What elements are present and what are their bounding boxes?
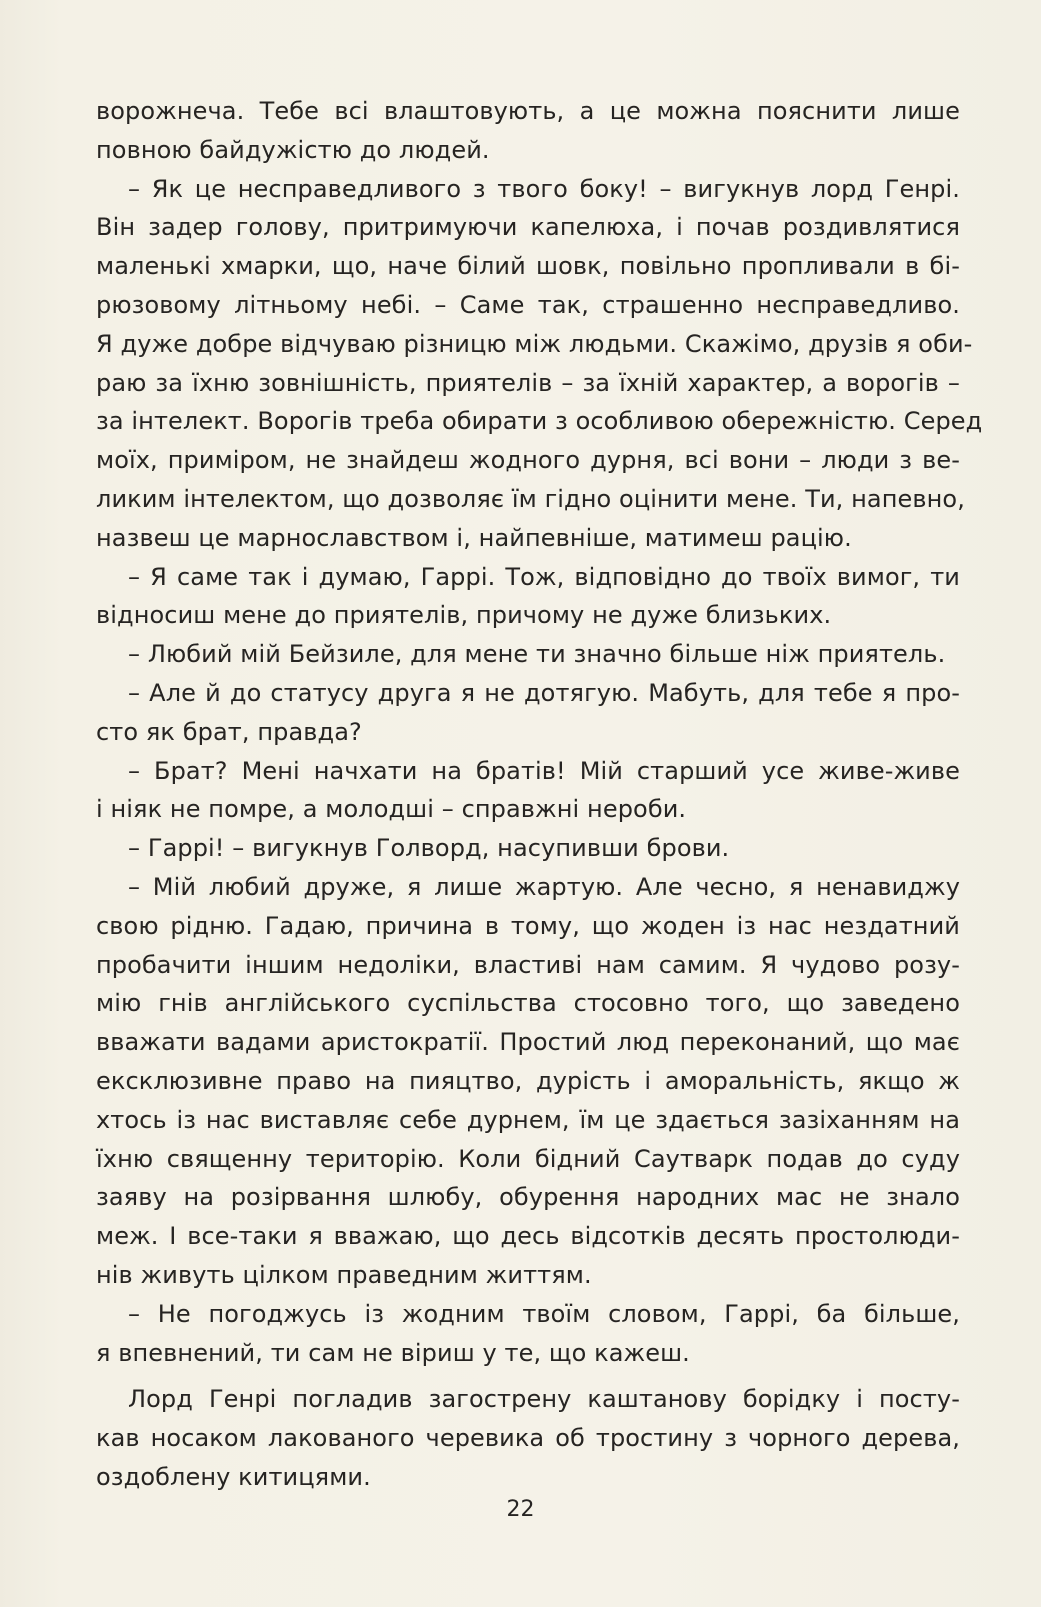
text-line: Він задер голову, притримуючи капелюха, і почав роздивлятися [96,213,960,242]
text-line: свою рідню. Гадаю, причина в тому, що жоден із нас нездатний [96,911,960,940]
text-line: ексклюзивне право на пияцтво, дурість і аморальність, якщо ж [96,1066,960,1095]
text-line: меж. І все-таки я вважаю, що десь відсотків десять простолюди- [96,1222,960,1251]
text-line: кав носаком лакованого черевика об тростину з чорного дерева, [96,1424,960,1453]
text-line: – Мій любий друже, я лише жартую. Але чесно, я ненавиджу [128,872,960,901]
text-line: за інтелект. Ворогів треба обирати з особливою обережністю. Серед [96,407,983,436]
text-line: оздоблену китицями. [96,1462,371,1491]
text-line: пробачити іншим недоліки, властиві нам самим. Я чудово розу- [96,950,960,979]
body-text [96,92,983,1497]
text-line: повною байдужістю до людей. [96,135,490,164]
text-line: заяву на розірвання шлюбу, обурення народних мас не знало [96,1183,960,1212]
text-line: моїх, приміром, не знайдеш жодного дурня, всі вони – люди з ве- [96,446,960,475]
text-line: – Не погоджусь із жодним твоїм словом, Гаррі, ба більше, [128,1299,960,1328]
text-line: рюзовому літньому небі. – Саме так, страшенно несправедливо. [96,290,960,319]
text-line: я впевнений, ти сам не віриш у те, що кажеш. [96,1338,690,1367]
page-number: 22 [506,1497,535,1522]
text-line: хтось із нас виставляє себе дурнем, їм це здається зазіханням на [96,1105,960,1134]
text-line: Лорд Генрі погладив загострену каштанову борідку і посту- [128,1385,960,1414]
paragraph-gap [96,1372,960,1380]
text-line: – Брат? Мені начхати на братів! Мій старший усе живе-живе [128,756,960,785]
text-line: і ніяк не помре, а молодші – справжні нероби. [96,795,687,824]
text-line: – Як це несправедливого з твого боку! – вигукнув лорд Генрі. [128,174,960,203]
text-line: вважати вадами аристократії. Простий люд переконаний, що має [96,1028,960,1057]
text-line: – Але й до статусу друга я не дотягую. Мабуть, для тебе я про- [128,678,960,707]
text-line: назвеш це марнославством і, найпевніше, матимеш рацію. [96,523,852,552]
text-line: мію гнів англійського суспільства стосовно того, що заведено [96,989,960,1018]
text-line: – Любий мій Бейзиле, для мене ти значно більше ніж приятель. [128,640,946,669]
text-line: сто як брат, правда? [96,717,362,746]
text-line: – Я саме так і думаю, Гаррі. Тож, відповідно до твоїх вимог, ти [128,562,960,591]
text-line: – Гаррі! – вигукнув Голворд, насупивши брови. [128,834,730,863]
text-line: ворожнеча. Тебе всі влаштовують, а це можна пояснити лише [96,97,960,125]
text-line: маленькі хмарки, що, наче білий шовк, повільно пропливали в бі- [96,252,960,281]
text-line: ликим інтелектом, що дозволяє їм гідно оцінити мене. Ти, напевно, [96,484,965,513]
text-line: раю за їхню зовнішність, приятелів – за їхній характер, а ворогів – [96,368,960,397]
text-line: їхню священну територію. Коли бідний Саутварк подав до суду [96,1144,960,1173]
text-line: відносиш мене до приятелів, причому не дуже близьких. [96,601,832,630]
text-line: Я дуже добре відчуваю різницю між людьми. Скажімо, друзів я оби- [96,329,973,358]
text-line: нів живуть цілком праведним життям. [96,1260,592,1289]
